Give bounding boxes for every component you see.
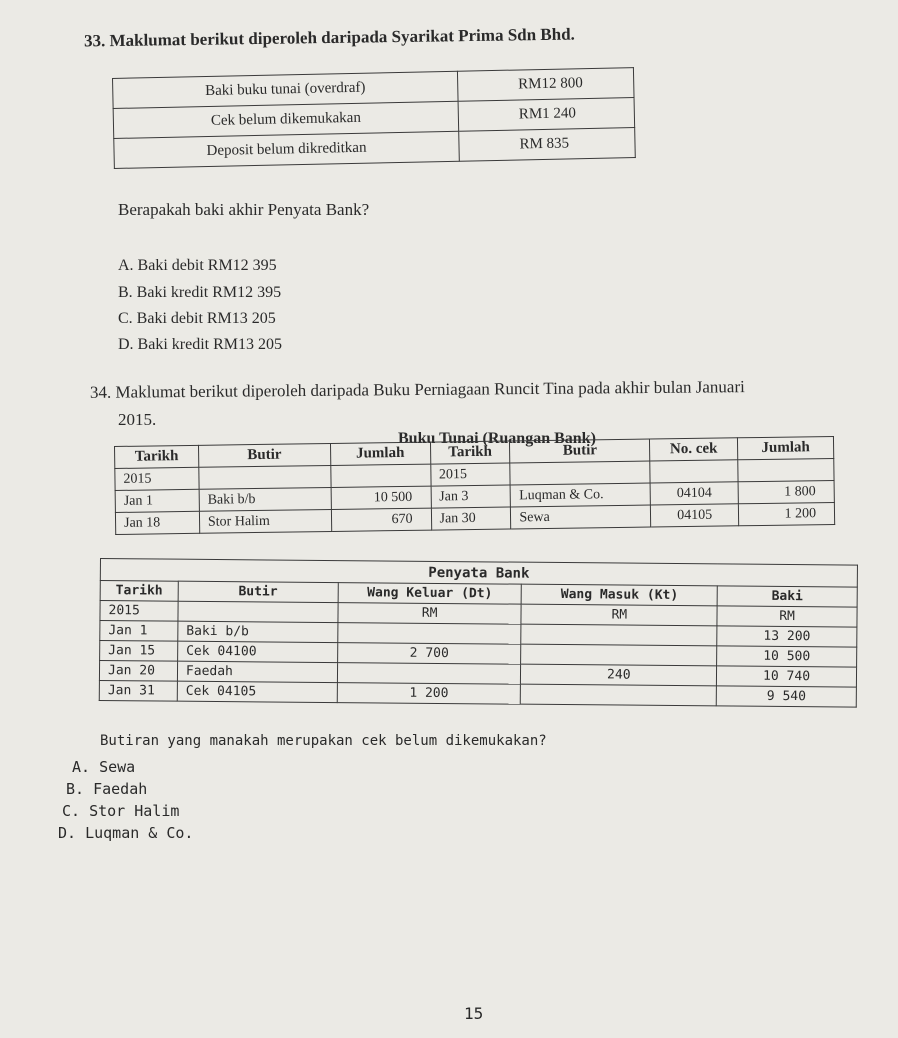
- table-cell: [338, 623, 522, 645]
- table-cell: 2015: [115, 467, 199, 490]
- table-cell: Cek belum dikemukakan: [113, 101, 459, 138]
- table-cell: [178, 601, 338, 622]
- column-header: Jumlah: [330, 442, 430, 465]
- page-number: 15: [464, 1004, 484, 1023]
- table-cell: 13 200: [717, 626, 857, 647]
- column-header: Tarikh: [115, 445, 199, 468]
- penyata-bank-table: [99, 558, 858, 708]
- table-cell: Baki b/b: [178, 621, 338, 642]
- column-header: Wang Keluar (Dt): [338, 583, 522, 605]
- table-cell: 9 540: [716, 686, 856, 707]
- table-cell: 2 700: [337, 643, 521, 665]
- q33-option-d[interactable]: D. Baki kredit RM13 205: [118, 336, 282, 353]
- table-cell: Jan 18: [115, 511, 199, 534]
- table-cell: [650, 460, 738, 483]
- table-cell: 2015: [100, 601, 178, 622]
- q33-prompt: Berapakah baki akhir Penyata Bank?: [118, 200, 370, 219]
- table-cell: Luqman & Co.: [511, 483, 651, 507]
- table-cell: 1 800: [738, 480, 834, 503]
- table-cell: [738, 458, 834, 481]
- table-cell: [521, 624, 717, 646]
- table-cell: RM: [521, 604, 717, 626]
- table-cell: [330, 464, 430, 487]
- table-cell: Baki buku tunai (overdraf): [113, 71, 459, 108]
- column-header: Butir: [510, 439, 650, 463]
- table-cell: RM12 800: [457, 68, 634, 102]
- table-cell: [199, 465, 331, 489]
- q34-option-b[interactable]: B. Faedah: [66, 780, 148, 798]
- column-header: Baki: [717, 586, 857, 607]
- table-cell: 2015: [430, 463, 510, 486]
- table-cell: Jan 15: [100, 641, 178, 662]
- table-cell: Jan 30: [431, 507, 511, 530]
- table-cell: Jan 20: [99, 661, 177, 682]
- q33-option-b[interactable]: B. Baki kredit RM12 395: [118, 284, 282, 301]
- table-cell: [521, 644, 717, 666]
- table-cell: Cek 04105: [177, 681, 337, 702]
- table-cell: [521, 684, 717, 706]
- table-cell: RM 835: [459, 128, 636, 162]
- table-cell: Baki b/b: [199, 487, 331, 511]
- table-cell: Jan 31: [99, 680, 177, 701]
- table-cell: RM: [717, 606, 857, 627]
- q33-option-a[interactable]: A. Baki debit RM12 395: [118, 257, 277, 274]
- table-cell: 1 200: [738, 502, 834, 525]
- table-cell: Sewa: [511, 505, 651, 529]
- buku-tunai-title: Buku Tunai (Ruangan Bank): [398, 430, 596, 447]
- column-header: Tarikh: [100, 581, 178, 602]
- buku-tunai-table: [114, 436, 835, 535]
- column-header: No. cek: [650, 438, 738, 461]
- q33-table: [112, 67, 636, 169]
- table-cell: 10 740: [717, 666, 857, 687]
- table-cell: [337, 663, 521, 685]
- table-cell: Jan 1: [115, 489, 199, 512]
- table-cell: Deposit belum dikreditkan: [114, 131, 460, 168]
- column-header: Tarikh: [430, 441, 510, 464]
- column-header: Wang Masuk (Kt): [522, 584, 718, 606]
- table-cell: 10 500: [717, 646, 857, 667]
- table-cell: 1 200: [337, 683, 521, 705]
- penyata-bank-title: Penyata Bank: [100, 559, 857, 588]
- table-cell: 240: [521, 664, 717, 686]
- table-cell: 670: [331, 508, 431, 531]
- table-cell: Jan 3: [431, 485, 511, 508]
- table-cell: Jan 1: [100, 621, 178, 642]
- table-cell: Stor Halim: [199, 509, 331, 533]
- q34-option-d[interactable]: D. Luqman & Co.: [58, 824, 194, 842]
- q34-question-line1: 34. Maklumat berikut diperoleh daripada Buku Perniagaan Runcit Tina pada akhir bulan Januari: [89, 377, 745, 402]
- table-cell: 10 500: [331, 486, 431, 509]
- q34-option-c[interactable]: C. Stor Halim: [62, 802, 180, 820]
- q34-prompt: Butiran yang manakah merupakan cek belum dikemukakan?: [100, 733, 547, 749]
- table-cell: RM: [338, 603, 522, 625]
- column-header: Jumlah: [738, 436, 834, 459]
- table-cell: Faedah: [177, 661, 337, 682]
- q33-question: 33. Maklumat berikut diperoleh daripada Syarikat Prima Sdn Bhd.: [83, 24, 575, 51]
- table-cell: Cek 04100: [178, 641, 338, 662]
- column-header: Butir: [198, 443, 330, 467]
- q33-option-c[interactable]: C. Baki debit RM13 205: [118, 310, 276, 327]
- table-cell: RM1 240: [458, 98, 635, 132]
- table-cell: 04104: [650, 482, 738, 505]
- column-header: Butir: [178, 581, 338, 602]
- q34-option-a[interactable]: A. Sewa: [72, 758, 136, 776]
- table-cell: [510, 461, 650, 485]
- table-cell: 04105: [651, 504, 739, 527]
- q34-question-line2: 2015.: [118, 410, 157, 429]
